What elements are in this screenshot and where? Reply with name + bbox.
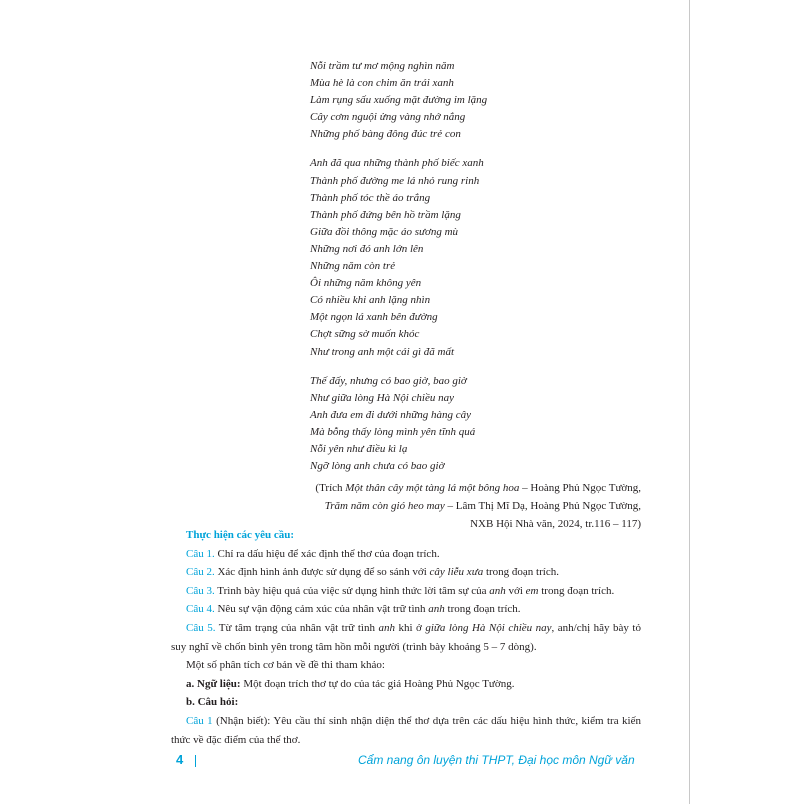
question-text: Nêu sự vận động cảm xúc của nhân vật trữ tình [214, 603, 429, 616]
analysis-material-text: Một đoạn trích thơ tự do của tác giả Hoàng Phủ Ngọc Tường. [240, 677, 515, 690]
question-text: với [505, 584, 526, 597]
poem-line: Anh đã qua những thành phố biếc xanh [310, 157, 484, 170]
poem-line: Những nơi đó anh lớn lên [310, 242, 424, 255]
question-5 [171, 619, 641, 656]
poem-line: Thành phố tóc thề áo trắng [310, 191, 431, 204]
poem-line: Những năm còn trẻ [310, 260, 396, 273]
source-line-1 [280, 479, 641, 497]
analysis-intro: Một số phân tích cơ bản về đề thi tham khảo: [186, 659, 385, 672]
poem-stanza-1 [310, 58, 640, 143]
poem-line: Thành phố đứng bên hồ trầm lặng [310, 208, 461, 221]
question-italic: giữa lòng Hà Nội chiều nay [425, 621, 552, 634]
question-italic: em [525, 584, 539, 597]
exercise-body [171, 526, 641, 749]
source-citation [280, 479, 641, 533]
poem-line: Nỗi trầm tư mơ mộng nghìn năm [310, 60, 455, 72]
question-label: Câu 5. [186, 621, 216, 634]
requirements-heading: Thực hiện các yêu cầu: [186, 529, 295, 541]
page-edge-line [689, 0, 690, 804]
question-4 [171, 600, 641, 619]
poem-line: Thế đấy, nhưng có bao giờ, bao giờ [310, 374, 467, 387]
question-label: Câu 2. [186, 566, 215, 579]
book-title: Cẩm nang ôn luyện thi THPT, Đại học môn Ngữ văn [358, 753, 635, 767]
question-text: (Nhận biết): Yêu cầu thí sinh nhận diện thể thơ dựa trên các dấu hiệu hình thức, kiểm tra kiến thức về đặc điểm của thể thơ. [171, 714, 641, 746]
analysis-material-label: a. Ngữ liệu: [186, 677, 241, 690]
question-italic: anh [428, 603, 445, 616]
source-line-3: NXB Hội Nhà văn, 2024, tr.116 – 117) [470, 518, 641, 530]
poem-excerpt [310, 58, 640, 487]
question-text: trong đoạn trích. [444, 603, 521, 616]
poem-line: Chợt sững sờ muốn khóc [310, 328, 420, 341]
question-3 [171, 582, 641, 601]
question-label: Câu 3. [186, 584, 215, 597]
poem-stanza-3 [310, 373, 640, 476]
question-text: Trình bày hiệu quả của việc sử dụng hình thức lời tâm sự của [214, 584, 490, 597]
poem-line: Thành phố đường me lá nhỏ rung rinh [310, 174, 480, 187]
poem-line: Ngỡ lòng anh chưa có bao giờ [310, 460, 445, 473]
poem-line: Cây cơm nguội ửng vàng nhớ nắng [310, 111, 466, 124]
page-number: 4 [176, 752, 184, 767]
question-italic: anh [489, 584, 506, 597]
poem-line: Ôi những năm không yên [310, 277, 422, 290]
poem-line: Có nhiều khi anh lặng nhìn [310, 294, 431, 307]
question-label: Câu 4. [186, 603, 215, 616]
page-footer [0, 752, 804, 772]
analysis-material [171, 675, 641, 694]
poem-line: Làm rụng sấu xuống mặt đường im lặng [310, 94, 488, 107]
question-label: Câu 1 [186, 714, 213, 727]
question-text: trong đoạn trích. [538, 584, 615, 597]
poem-line: Giữa đồi thông mặc áo sương mù [310, 225, 459, 238]
question-italic: anh [378, 621, 395, 634]
poem-line: Anh đưa em đi dưới những hàng cây [310, 408, 472, 421]
analysis-questions-heading: b. Câu hỏi: [186, 696, 239, 709]
question-text: khi ở [394, 621, 426, 634]
poem-line: Mà bỗng thấy lòng mình yên tĩnh quá [310, 425, 476, 438]
question-text: Từ tâm trạng của nhân vật trữ tình [215, 621, 379, 634]
poem-line: Nỗi yên như điều kì lạ [310, 442, 408, 455]
question-1 [171, 545, 641, 564]
poem-stanza-2 [310, 155, 640, 360]
question-text: Xác định hình ảnh được sử dụng để so sánh với [214, 566, 430, 579]
source-author: – Hoàng Phủ Ngọc Tường, [519, 482, 641, 494]
poem-line: Những phố bàng đông đúc trẻ con [310, 128, 461, 141]
poem-line: Như trong anh một cái gì đã mất [310, 345, 455, 358]
source-authors: – Lâm Thị Mĩ Dạ, Hoàng Phủ Ngọc Tường, [444, 500, 641, 512]
analysis-question-1 [171, 712, 641, 749]
source-book-title: Trăm năm còn gió heo may [324, 500, 445, 512]
question-italic: cây liễu xưa [429, 566, 484, 579]
footer-divider [195, 755, 196, 767]
source-work-title: Một thân cây một tàng lá một bông hoa [345, 482, 520, 494]
poem-line: Như giữa lòng Hà Nội chiều nay [310, 391, 454, 404]
question-label: Câu 1. [186, 547, 215, 560]
question-2 [171, 563, 641, 582]
question-text: Chỉ ra dấu hiệu để xác định thể thơ của đoạn trích. [214, 547, 440, 560]
poem-line: Một ngọn lá xanh bên đường [310, 311, 438, 324]
poem-line: Mùa hè là con chim ăn trái xanh [310, 77, 454, 90]
source-line-2 [280, 497, 641, 515]
question-text: , anh/chị hãy bày tỏ suy nghĩ về chốn bình yên trong tâm hồn mỗi người (trình bày khoảng 5 – 7 dòng). [171, 621, 641, 653]
question-text: trong đoạn trích. [483, 566, 559, 579]
source-prefix: (Trích [315, 482, 346, 494]
